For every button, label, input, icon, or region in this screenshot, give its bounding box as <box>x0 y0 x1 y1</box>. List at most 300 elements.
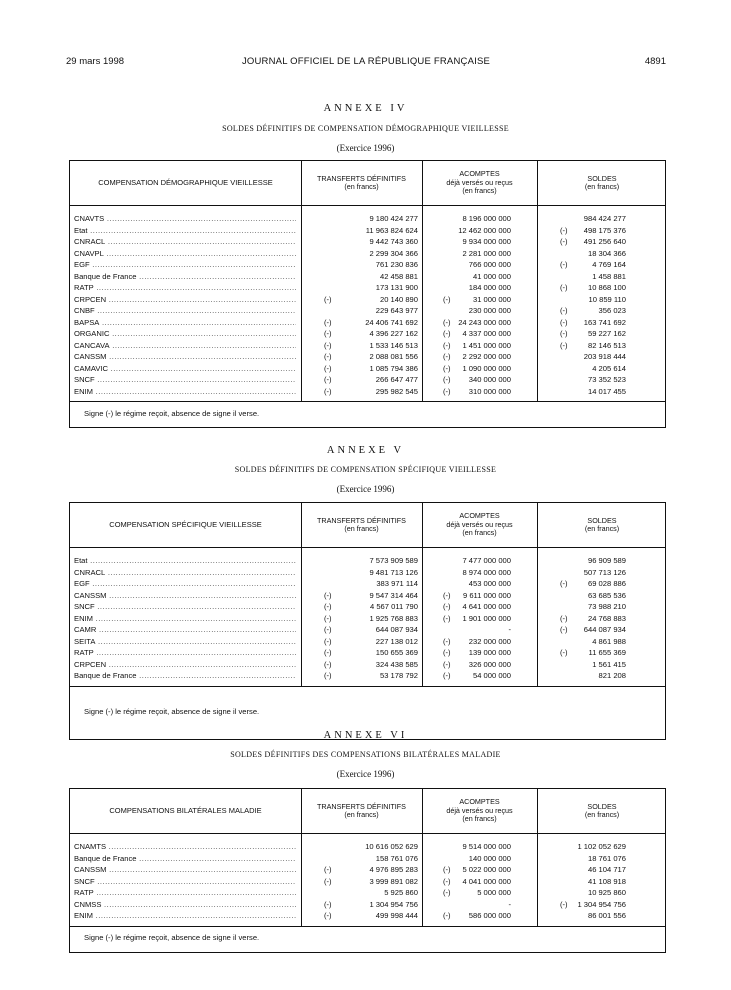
table-cell <box>560 555 626 567</box>
cell-value: 203 918 444 <box>583 352 626 361</box>
negative-sign: (-) <box>324 865 332 874</box>
negative-sign: (-) <box>443 352 451 361</box>
negative-sign: (-) <box>324 636 332 646</box>
table-cell <box>560 899 626 911</box>
table-cell <box>324 578 418 590</box>
column-header-line: (en francs) <box>584 182 620 191</box>
annex-exercice: (Exercice 1996) <box>336 484 395 494</box>
cell-value: 4 976 895 283 <box>369 865 418 874</box>
negative-sign: (-) <box>560 579 568 588</box>
negative-sign: (-) <box>324 340 332 350</box>
annex-table <box>69 160 666 428</box>
row-label: SNCF ..... <box>74 876 296 888</box>
row-label: CNRACL ..... <box>74 236 296 248</box>
page-number: 4891 <box>644 56 666 67</box>
table-cell <box>443 624 511 636</box>
cell-value: 42 458 881 <box>379 271 418 281</box>
row-label: CNRACL ..... <box>74 567 296 579</box>
column-header-line: ACOMPTES <box>459 797 500 807</box>
column-header-line: TRANSFERTS DÉFINITIFS <box>317 515 406 525</box>
cell-value: 163 741 692 <box>583 317 626 327</box>
column-header <box>301 161 422 205</box>
row-label: EGF ..... <box>74 578 296 590</box>
table-cell <box>324 248 418 260</box>
negative-sign: (-) <box>324 363 332 373</box>
table-row <box>70 363 665 375</box>
table-cell <box>443 259 511 271</box>
cell-value: 8 974 000 000 <box>462 567 511 577</box>
table-cell <box>443 294 511 306</box>
cell-value: 86 001 556 <box>587 911 626 920</box>
table-cell <box>560 887 626 899</box>
table-row <box>70 351 665 363</box>
row-label: RATP ..... <box>74 887 296 899</box>
negative-sign: (-) <box>324 317 332 327</box>
table-cell <box>560 374 626 386</box>
table-cell <box>560 328 626 340</box>
cell-value: 9 547 314 464 <box>369 590 418 600</box>
table-row <box>70 213 665 225</box>
cell-value: 31 000 000 <box>472 294 511 304</box>
cell-value: 4 567 011 790 <box>370 602 418 611</box>
table-cell <box>443 659 511 671</box>
cell-value: 53 178 792 <box>379 671 418 680</box>
table-cell <box>443 328 511 340</box>
cell-value: 10 925 860 <box>587 888 626 897</box>
table-cell <box>443 636 511 648</box>
table-cell <box>560 601 626 613</box>
cell-value: 1 304 954 756 <box>369 899 418 909</box>
table-row <box>70 578 665 590</box>
negative-sign: (-) <box>324 590 332 600</box>
table-cell <box>324 374 418 386</box>
negative-sign: (-) <box>560 237 568 246</box>
column-header <box>537 161 667 205</box>
column-header-line: (en francs) <box>462 814 497 824</box>
table-cell <box>324 601 418 613</box>
table-body <box>70 841 665 922</box>
table-cell <box>443 374 511 386</box>
table-cell <box>324 386 418 398</box>
table-cell <box>324 613 418 625</box>
table-note: Signe (-) le régime reçoit, absence de signe il verse. <box>84 706 260 716</box>
table-cell <box>560 578 626 590</box>
table-cell <box>443 282 511 294</box>
negative-sign: (-) <box>324 876 332 886</box>
table-cell <box>443 841 511 853</box>
cell-value: 453 000 000 <box>468 579 511 588</box>
cell-value: 9 442 743 360 <box>369 237 418 246</box>
row-label: SNCF ..... <box>74 374 296 386</box>
negative-sign: (-) <box>324 613 332 623</box>
table-cell <box>443 271 511 283</box>
column-header-line: (en francs) <box>344 524 379 533</box>
column-header-line: ACOMPTES <box>459 511 500 521</box>
table-cell <box>560 876 626 888</box>
annex-title: ANNEXE IV <box>323 103 408 114</box>
cell-value: 644 087 934 <box>583 625 626 634</box>
negative-sign: (-) <box>324 625 332 634</box>
table-cell <box>560 910 626 922</box>
negative-sign: (-) <box>324 671 332 680</box>
cell-value: 18 761 076 <box>587 853 626 863</box>
negative-sign: (-) <box>324 329 332 338</box>
table-row <box>70 613 665 625</box>
negative-sign: (-) <box>443 613 451 623</box>
negative-sign: (-) <box>560 613 568 623</box>
column-header-line: (en francs) <box>344 810 379 819</box>
column-header <box>422 503 537 547</box>
cell-value: 73 988 210 <box>587 602 626 611</box>
cell-value: 1 090 000 000 <box>462 363 511 373</box>
table-cell <box>560 670 626 682</box>
table-cell <box>324 259 418 271</box>
table-cell <box>560 225 626 237</box>
column-header-line: COMPENSATION DÉMOGRAPHIQUE VIEILLESSE <box>98 177 273 187</box>
table-cell <box>443 236 511 248</box>
table-row <box>70 317 665 329</box>
column-header-line: SOLDES <box>587 515 617 525</box>
cell-value: 82 146 513 <box>587 340 626 350</box>
column-header-line: déjà versés ou reçus <box>446 805 513 815</box>
cell-value: 227 138 012 <box>375 636 418 646</box>
table-row <box>70 340 665 352</box>
page-date: 29 mars 1998 <box>66 56 125 67</box>
cell-value: 1 901 000 000 <box>462 613 511 623</box>
negative-sign: (-) <box>443 876 451 886</box>
row-label: Etat ..... <box>74 225 296 237</box>
cell-value: 4 861 988 <box>592 636 626 646</box>
cell-value: 4 769 164 <box>592 260 626 269</box>
column-header <box>422 161 537 205</box>
table-cell <box>324 294 418 306</box>
table-row <box>70 864 665 876</box>
cell-value: 4 205 614 <box>592 363 626 373</box>
table-row <box>70 328 665 340</box>
table-cell <box>560 351 626 363</box>
negative-sign: (-) <box>443 636 451 646</box>
negative-sign: (-) <box>443 375 451 384</box>
cell-value: - <box>508 625 511 634</box>
cell-value: 7 573 909 589 <box>369 556 418 565</box>
table-row <box>70 248 665 260</box>
table-cell <box>560 590 626 602</box>
negative-sign: (-) <box>324 375 332 384</box>
cell-value: 9 934 000 000 <box>462 237 511 246</box>
column-header <box>537 503 667 547</box>
cell-value: 230 000 000 <box>468 306 511 315</box>
column-header <box>70 161 301 205</box>
cell-value: 356 023 <box>598 306 626 315</box>
negative-sign: (-) <box>560 899 568 909</box>
table-cell <box>560 282 626 294</box>
table-cell <box>443 386 511 398</box>
note-divider <box>70 401 665 402</box>
table-cell <box>324 876 418 888</box>
cell-value: 266 647 477 <box>375 375 418 384</box>
table-cell <box>443 340 511 352</box>
negative-sign: (-) <box>443 888 451 897</box>
cell-value: 1 451 000 000 <box>462 340 511 350</box>
table-cell <box>560 864 626 876</box>
column-header <box>70 789 301 833</box>
negative-sign: (-) <box>560 625 568 634</box>
table-cell <box>324 567 418 579</box>
table-cell <box>443 567 511 579</box>
column-header <box>422 789 537 833</box>
table-cell <box>324 670 418 682</box>
cell-value: 2 299 304 366 <box>369 248 418 258</box>
cell-value: 14 017 455 <box>587 386 626 396</box>
column-header-line: (en francs) <box>462 528 497 538</box>
column-header-line: (en francs) <box>462 186 497 196</box>
cell-value: 139 000 000 <box>468 648 511 657</box>
table-cell <box>560 386 626 398</box>
table-row <box>70 624 665 636</box>
cell-value: 1 458 881 <box>592 271 626 281</box>
cell-value: 7 477 000 000 <box>462 556 511 565</box>
table-cell <box>560 624 626 636</box>
table-cell <box>443 225 511 237</box>
cell-value: 9 611 000 000 <box>463 590 511 600</box>
row-label: CANSSM ..... <box>74 864 296 876</box>
table-cell <box>560 659 626 671</box>
table-cell <box>324 647 418 659</box>
cell-value: 4 641 000 000 <box>462 602 511 611</box>
column-header-line: (en francs) <box>344 182 379 191</box>
table-cell <box>324 590 418 602</box>
cell-value: 24 243 000 000 <box>458 317 511 327</box>
cell-value: 59 227 162 <box>587 329 626 338</box>
row-label: ENIM ..... <box>74 910 296 922</box>
cell-value: 1 304 954 756 <box>577 899 626 909</box>
negative-sign: (-) <box>560 225 568 235</box>
cell-value: 821 208 <box>598 671 626 680</box>
negative-sign: (-) <box>443 340 451 350</box>
table-cell <box>443 887 511 899</box>
negative-sign: (-) <box>560 283 568 292</box>
cell-value: 24 406 741 692 <box>365 317 418 327</box>
cell-value: 2 281 000 000 <box>462 248 511 258</box>
column-header-line: SOLDES <box>587 173 617 183</box>
table-cell <box>324 305 418 317</box>
table-cell <box>443 670 511 682</box>
cell-value: 184 000 000 <box>468 283 511 292</box>
note-divider <box>70 686 665 687</box>
annex-exercice: (Exercice 1996) <box>336 143 395 153</box>
negative-sign: (-) <box>443 386 451 396</box>
table-cell <box>443 578 511 590</box>
negative-sign: (-) <box>560 306 568 315</box>
table-cell <box>443 213 511 225</box>
row-label: Etat ..... <box>74 555 296 567</box>
table-cell <box>560 613 626 625</box>
cell-value: 73 352 523 <box>587 375 626 384</box>
table-row <box>70 259 665 271</box>
annex-subtitle: SOLDES DÉFINITIFS DE COMPENSATION SPÉCIFIQUE VIEILLESSE <box>234 465 497 474</box>
table-cell <box>443 351 511 363</box>
row-label: ORGANIC ..... <box>74 328 296 340</box>
table-cell <box>443 248 511 260</box>
annex-subtitle: SOLDES DÉFINITIFS DES COMPENSATIONS BILATÉRALES MALADIE <box>230 750 501 759</box>
column-header-line: COMPENSATIONS BILATÉRALES MALADIE <box>109 805 262 815</box>
table-cell <box>324 555 418 567</box>
cell-value: 10 859 110 <box>588 294 626 304</box>
row-label: ENIM ..... <box>74 386 296 398</box>
table-cell <box>324 659 418 671</box>
table-cell <box>443 613 511 625</box>
column-header-line: COMPENSATION SPÉCIFIQUE VIEILLESSE <box>109 519 262 529</box>
cell-value: 232 000 000 <box>468 636 511 646</box>
table-row <box>70 876 665 888</box>
cell-value: 2 088 081 556 <box>369 352 418 361</box>
row-label: ENIM ..... <box>74 613 296 625</box>
table-cell <box>443 555 511 567</box>
note-divider <box>70 926 665 927</box>
table-row <box>70 647 665 659</box>
annex-table <box>69 502 666 740</box>
table-cell <box>443 853 511 865</box>
annex-title: ANNEXE VI <box>323 730 408 741</box>
row-label: CANCAVA ..... <box>74 340 296 352</box>
cell-value: 63 685 536 <box>587 590 626 600</box>
row-label: RATP ..... <box>74 282 296 294</box>
table-row <box>70 386 665 398</box>
row-label: CANSSM ..... <box>74 590 296 602</box>
table-cell <box>560 213 626 225</box>
table-row <box>70 555 665 567</box>
column-header <box>70 503 301 547</box>
table-cell <box>560 853 626 865</box>
row-label: CNBF ..... <box>74 305 296 317</box>
negative-sign: (-) <box>324 648 332 657</box>
table-cell <box>324 887 418 899</box>
cell-value: 9 180 424 277 <box>369 214 418 223</box>
negative-sign: (-) <box>560 317 568 327</box>
column-header-line: TRANSFERTS DÉFINITIFS <box>317 801 406 811</box>
cell-value: 158 761 076 <box>375 853 418 863</box>
row-label: CANSSM ..... <box>74 351 296 363</box>
row-label: Banque de France ..... <box>74 670 296 682</box>
cell-value: 54 000 000 <box>472 671 511 680</box>
table-note: Signe (-) le régime reçoit, absence de signe il verse. <box>84 408 260 418</box>
column-header-line: déjà versés ou reçus <box>446 177 513 187</box>
cell-value: 41 108 918 <box>587 876 626 886</box>
journal-title: JOURNAL OFFICIEL DE LA RÉPUBLIQUE FRANÇAISE <box>241 56 491 67</box>
cell-value: 11 963 824 624 <box>365 225 418 235</box>
cell-value: 69 028 886 <box>587 579 626 588</box>
row-label: EGF ..... <box>74 259 296 271</box>
table-cell <box>443 876 511 888</box>
row-label: CNAMTS ..... <box>74 841 296 853</box>
negative-sign: (-) <box>443 590 451 600</box>
table-row <box>70 294 665 306</box>
cell-value: 5 022 000 000 <box>462 865 511 874</box>
cell-value: 8 196 000 000 <box>462 214 511 223</box>
table-cell <box>324 363 418 375</box>
cell-value: 644 087 934 <box>375 625 418 634</box>
cell-value: 96 909 589 <box>587 556 626 565</box>
column-header-line: (en francs) <box>584 524 620 533</box>
table-cell <box>324 282 418 294</box>
table-row <box>70 305 665 317</box>
row-label: CRPCEN ..... <box>74 294 296 306</box>
annex-subtitle: SOLDES DÉFINITIFS DE COMPENSATION DÉMOGRAPHIQUE VIEILLESSE <box>222 124 509 133</box>
table-row <box>70 601 665 613</box>
cell-value: 229 643 977 <box>375 306 418 315</box>
table-row <box>70 590 665 602</box>
table-header <box>70 161 665 206</box>
cell-value: 4 396 227 162 <box>369 329 418 338</box>
table-cell <box>324 225 418 237</box>
table-header <box>70 789 665 834</box>
cell-value: 2 292 000 000 <box>462 352 511 361</box>
column-header <box>537 789 667 833</box>
cell-value: - <box>508 899 511 909</box>
table-cell <box>324 340 418 352</box>
negative-sign: (-) <box>443 363 451 373</box>
table-cell <box>443 363 511 375</box>
negative-sign: (-) <box>324 659 332 669</box>
negative-sign: (-) <box>560 329 568 338</box>
table-cell <box>443 910 511 922</box>
table-cell <box>324 853 418 865</box>
cell-value: 1 102 052 629 <box>577 842 626 851</box>
row-label: SNCF ..... <box>74 601 296 613</box>
table-cell <box>324 213 418 225</box>
table-cell <box>324 899 418 911</box>
table-row <box>70 899 665 911</box>
cell-value: 310 000 000 <box>468 386 511 396</box>
table-row <box>70 853 665 865</box>
negative-sign: (-) <box>324 602 332 611</box>
row-label: BAPSA ..... <box>74 317 296 329</box>
negative-sign: (-) <box>443 294 451 304</box>
negative-sign: (-) <box>560 340 568 350</box>
table-cell <box>324 636 418 648</box>
page-header <box>66 56 666 70</box>
cell-value: 11 655 369 <box>588 648 626 657</box>
negative-sign: (-) <box>324 294 332 304</box>
table-cell <box>560 294 626 306</box>
cell-value: 18 304 366 <box>587 248 626 258</box>
cell-value: 1 561 415 <box>592 659 626 669</box>
cell-value: 340 000 000 <box>468 375 511 384</box>
table-cell <box>324 351 418 363</box>
table-cell <box>560 647 626 659</box>
table-cell <box>560 567 626 579</box>
cell-value: 498 175 376 <box>583 225 626 235</box>
column-header-line: (en francs) <box>584 810 620 819</box>
column-header <box>301 503 422 547</box>
cell-value: 3 999 891 082 <box>369 876 418 886</box>
cell-value: 4 337 000 000 <box>462 329 511 338</box>
table-cell <box>324 841 418 853</box>
table-cell <box>560 841 626 853</box>
table-cell <box>443 864 511 876</box>
cell-value: 507 713 126 <box>583 567 626 577</box>
column-header-line: ACOMPTES <box>459 169 500 179</box>
table-cell <box>443 317 511 329</box>
cell-value: 10 868 100 <box>587 283 626 292</box>
cell-value: 383 971 114 <box>376 579 418 588</box>
cell-value: 20 140 890 <box>379 294 418 304</box>
table-row <box>70 374 665 386</box>
cell-value: 9 514 000 000 <box>462 842 511 851</box>
table-cell <box>560 636 626 648</box>
table-cell <box>560 317 626 329</box>
table-row <box>70 636 665 648</box>
